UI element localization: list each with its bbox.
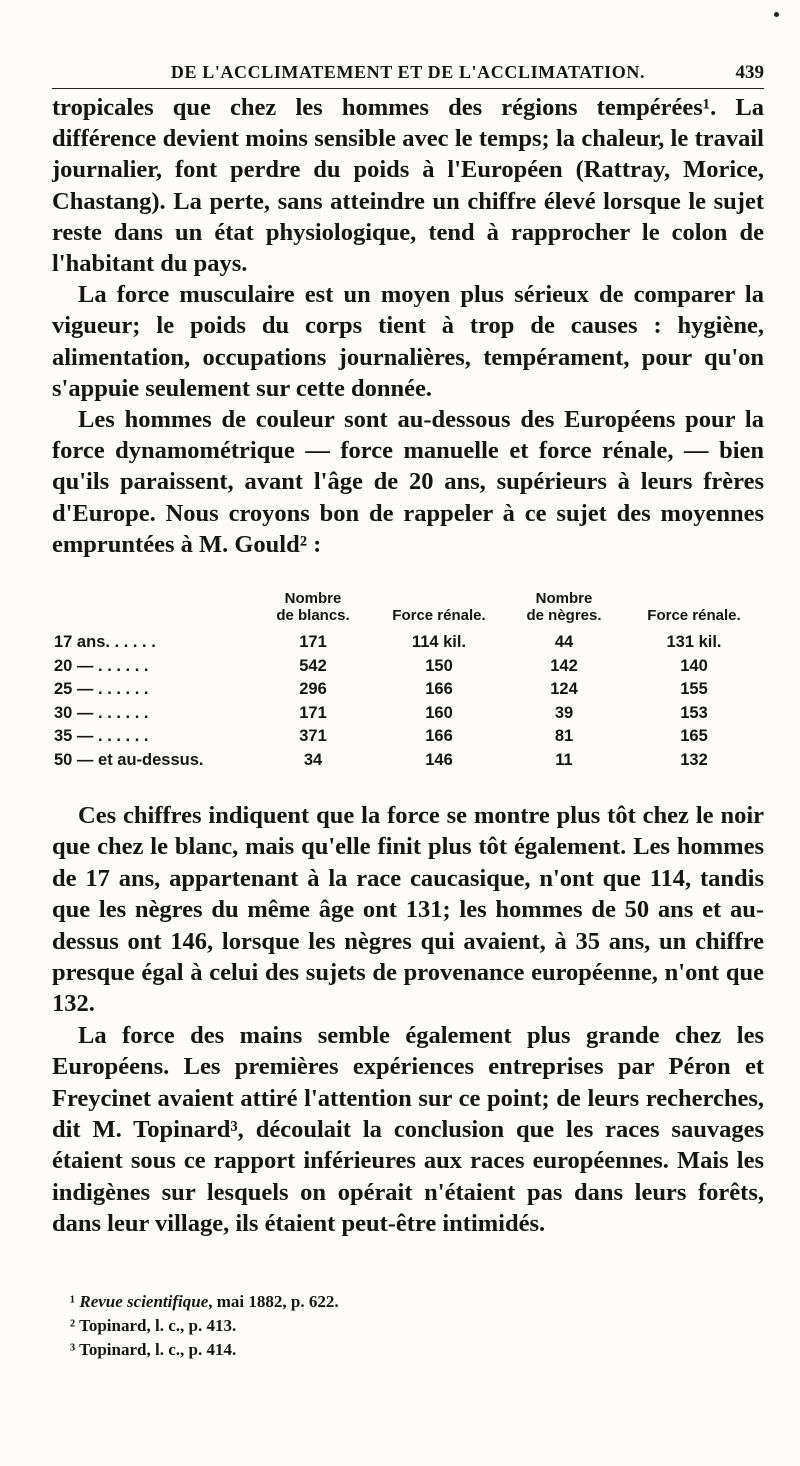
cell-age: 17 ans. . . . . .: [54, 633, 156, 652]
cell-negres: 11: [555, 750, 573, 769]
footnote-1: [70, 1290, 764, 1314]
cell-blancs: 542: [299, 656, 327, 675]
cell-negres: 39: [554, 703, 574, 722]
cell-age: 30 — . . . . . .: [54, 703, 149, 722]
header-force-negres: Force rénale.: [647, 607, 741, 624]
cell-force-negres: 132: [680, 750, 708, 769]
cell-force-blancs: 166: [425, 680, 453, 699]
table-row: [52, 678, 764, 702]
footnote-2: [70, 1314, 764, 1338]
cell-force-blancs: 146: [425, 750, 453, 769]
table-row: [52, 655, 764, 679]
paragraph-1: tropicales que chez les hommes des régions tempérées¹. La différence devient moins sensible avec le temps; la chaleur, le travail journalier, font perdre du poids à l'Européen (Rattray, Morice, Chastang). La perte, sans atteindre un chiffre élevé lorsque le sujet reste dans un état physiologique, tend à rapprocher le colon de l'habitant du pays.: [52, 94, 764, 278]
table-row: [52, 702, 764, 726]
page-number: 439: [735, 62, 764, 83]
cell-force-blancs: 114 kil.: [411, 633, 467, 652]
footnote-rest: , mai 1882, p. 622.: [208, 1292, 339, 1311]
footnote-source: Topinard, l. c.: [79, 1340, 180, 1359]
force-table: [52, 590, 764, 772]
cell-negres: 142: [550, 656, 578, 675]
cell-force-blancs: 160: [425, 703, 453, 722]
table-header-row: [52, 590, 764, 631]
footnote-mark: ¹: [70, 1292, 76, 1311]
cell-blancs: 171: [299, 633, 327, 652]
cell-force-blancs: 166: [425, 727, 453, 746]
paragraph-5: La force des mains semble également plus grande chez les Européens. Les premières expériences entreprises par Péron et Freycinet avaient attiré l'attention sur ce point; de leurs recherches, dit M. Topinard³, découlait la conclusion que les races sauvages étaient sous ce rapport inférieures aux races européennes. Mais les indigènes sur lesquels on opérait n'étaient pas dans leurs forêts, dans leur village, ils étaient peut-être intimidés.: [52, 1021, 764, 1238]
running-title: DE L'ACCLIMATEMENT ET DE L'ACCLIMATATION.: [170, 62, 646, 82]
cell-age: 25 — . . . . . .: [54, 680, 149, 699]
cell-blancs: 371: [299, 727, 327, 746]
footnote-source: Revue scientifique: [79, 1292, 209, 1311]
paragraph-3: Les hommes de couleur sont au-dessous des Européens pour la force dynamométrique — force manuelle et force rénale, — bien qu'ils paraissent, avant l'âge de 20 ans, supérieurs à leurs frères d'Europe. Nous croyons bon de rappeler à ce sujet des moyennes empruntées à M. Gould² :: [52, 406, 764, 558]
cell-blancs: 296: [299, 680, 327, 699]
header-nombre-blancs: Nombre de blancs.: [276, 590, 350, 624]
header-force-blancs: Force rénale.: [392, 607, 486, 624]
body-text-top: [52, 92, 764, 560]
cell-blancs: 34: [303, 750, 323, 769]
footnote-source: Topinard, l. c.: [79, 1316, 180, 1335]
footnote-3: [70, 1338, 764, 1362]
cell-negres: 124: [550, 680, 578, 699]
table-row: [52, 725, 764, 749]
cell-force-negres: 155: [680, 680, 708, 699]
body-text-bottom: [52, 800, 764, 1240]
cell-negres: 81: [554, 727, 574, 746]
cell-force-negres: 165: [680, 727, 708, 746]
table-row: [52, 749, 764, 773]
cell-force-negres: 153: [680, 703, 708, 722]
header-age: [52, 590, 252, 631]
cell-age: 50 — et au-dessus.: [54, 750, 204, 769]
header-nombre-negres: Nombre de nègres.: [526, 590, 602, 624]
cell-age: 20 — . . . . . .: [54, 656, 149, 675]
table-row: [52, 631, 764, 655]
page-header: [52, 58, 764, 89]
footnotes: [52, 1290, 764, 1362]
cell-force-negres: 131 kil.: [666, 633, 722, 652]
cell-blancs: 171: [299, 703, 327, 722]
paragraph-2: La force musculaire est un moyen plus sérieux de comparer la vigueur; le poids du corps tient à trop de causes : hygiène, alimentation, occupations journalières, tempérament, pour qu'on s'appuie seulement sur cette donnée.: [52, 281, 764, 402]
cell-age: 35 — . . . . . .: [54, 727, 149, 746]
footnote-mark: ³: [70, 1340, 76, 1359]
ink-dot: [774, 12, 779, 17]
cell-negres: 44: [554, 633, 574, 652]
cell-force-negres: 140: [680, 656, 708, 675]
paragraph-4: Ces chiffres indiquent que la force se montre plus tôt chez le noir que chez le blanc, mais qu'elle finit plus tôt également. Les hommes de 17 ans, appartenant à la race caucasique, n'ont que 114, tandis que les nègres du même âge ont 131; les hommes de 50 ans et au-dessus ont 146, lorsque les nègres qui avaient, à 35 ans, un chiffre presque égal à celui des sujets de provenance européenne, n'ont que 132.: [52, 802, 764, 1018]
cell-force-blancs: 150: [425, 656, 453, 675]
footnote-rest: , p. 414.: [180, 1340, 237, 1359]
footnote-rest: , p. 413.: [180, 1316, 237, 1335]
footnote-mark: ²: [70, 1316, 76, 1335]
